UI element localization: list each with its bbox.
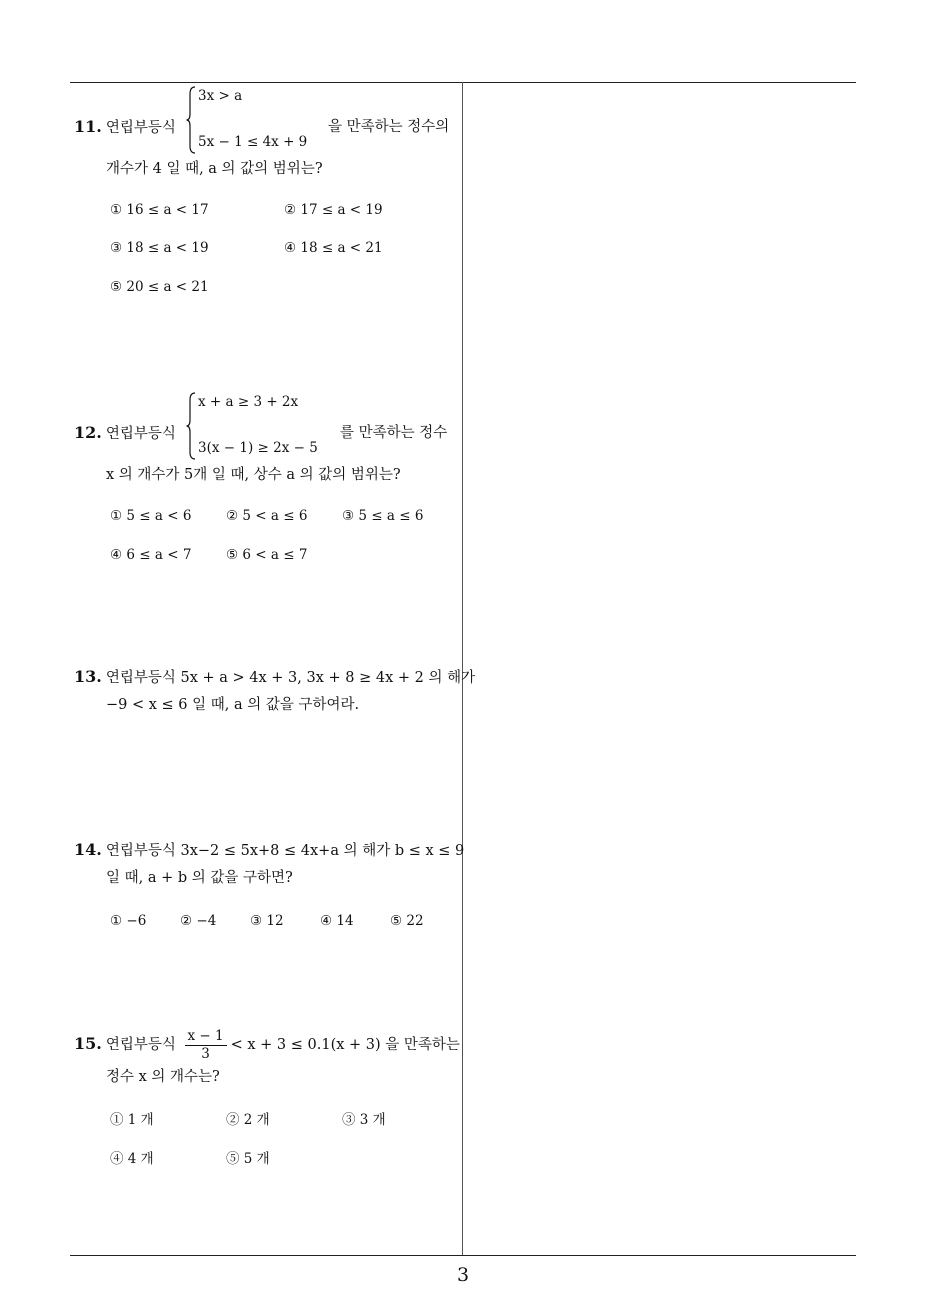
problem-number: 11. bbox=[74, 117, 102, 136]
fraction-denominator: 3 bbox=[201, 1045, 210, 1062]
choice-2[interactable]: ② −4 bbox=[180, 913, 217, 929]
problem-number: 14. bbox=[74, 840, 102, 859]
choice-1[interactable]: ① −6 bbox=[110, 913, 147, 929]
choice-2[interactable]: ② 2 개 bbox=[226, 1112, 270, 1128]
page-number: 3 bbox=[456, 1264, 470, 1286]
choice-4[interactable]: ④ 4 개 bbox=[110, 1151, 154, 1167]
inequality-1: x + a ≥ 3 + 2x bbox=[198, 394, 299, 410]
choice-2[interactable]: ② 5 < a ≤ 6 bbox=[226, 508, 308, 524]
inequality-system bbox=[186, 86, 314, 154]
problem-line-1: 연립부등식 5x + a > 4x + 3, 3x + 8 ≥ 4x + 2 의 해가 bbox=[105, 670, 476, 686]
choice-4[interactable]: ④ 6 ≤ a < 7 bbox=[110, 547, 192, 563]
inequality-system bbox=[186, 392, 326, 460]
problem-14 bbox=[74, 835, 465, 943]
problem-continuation: 정수 x 의 개수는? bbox=[106, 1069, 220, 1085]
problem-11 bbox=[74, 88, 458, 322]
choice-5[interactable]: ⑤ 20 ≤ a < 21 bbox=[110, 279, 209, 295]
choice-1[interactable]: ① 5 ≤ a < 6 bbox=[110, 508, 192, 524]
inequality-2: 3(x − 1) ≥ 2x − 5 bbox=[198, 440, 318, 456]
choice-5[interactable]: ⑤ 22 bbox=[390, 913, 424, 929]
problem-line-1: 연립부등식 3x−2 ≤ 5x+8 ≤ 4x+a 의 해가 b ≤ x ≤ 9 bbox=[105, 843, 465, 859]
problem-continuation: x 의 개수가 5개 일 때, 상수 a 의 값의 범위는? bbox=[106, 467, 401, 483]
choice-5[interactable]: ⑤ 5 개 bbox=[226, 1151, 270, 1167]
bottom-rule bbox=[70, 1255, 856, 1256]
problem-lead: 연립부등식 bbox=[105, 1037, 176, 1053]
problem-tail: 를 만족하는 정수 bbox=[340, 425, 448, 441]
problem-12 bbox=[74, 394, 458, 588]
choice-5[interactable]: ⑤ 6 < a ≤ 7 bbox=[226, 547, 308, 563]
problem-number: 15. bbox=[74, 1034, 102, 1053]
left-brace bbox=[186, 392, 196, 460]
choice-4[interactable]: ④ 14 bbox=[320, 913, 354, 929]
problem-tail: 을 만족하는 정수의 bbox=[328, 119, 450, 135]
choice-2[interactable]: ② 17 ≤ a < 19 bbox=[284, 202, 383, 218]
choice-1[interactable]: ① 16 ≤ a < 17 bbox=[110, 202, 209, 218]
choice-4[interactable]: ④ 18 ≤ a < 21 bbox=[284, 240, 383, 256]
problem-continuation: 일 때, a + b 의 값을 구하면? bbox=[106, 870, 293, 886]
problem-15 bbox=[74, 1024, 458, 1188]
choice-3[interactable]: ③ 3 개 bbox=[342, 1112, 386, 1128]
problem-number: 12. bbox=[74, 423, 102, 442]
inequality-2: 5x − 1 ≤ 4x + 9 bbox=[198, 134, 308, 150]
problem-continuation: −9 < x ≤ 6 일 때, a 의 값을 구하여라. bbox=[106, 697, 360, 713]
problem-lead: 연립부등식 bbox=[105, 426, 176, 442]
problem-rest: < x + 3 ≤ 0.1(x + 3) 을 만족하는 bbox=[230, 1037, 460, 1053]
fraction-numerator: x − 1 bbox=[185, 1028, 227, 1046]
problem-number: 13. bbox=[74, 667, 102, 686]
fraction bbox=[185, 1028, 227, 1063]
problem-13 bbox=[74, 662, 476, 718]
top-rule bbox=[70, 82, 856, 83]
column-divider bbox=[462, 82, 463, 1255]
choice-1[interactable]: ① 1 개 bbox=[110, 1112, 154, 1128]
problem-continuation: 개수가 4 일 때, a 의 값의 범위는? bbox=[106, 161, 323, 177]
choice-3[interactable]: ③ 12 bbox=[250, 913, 284, 929]
choice-3[interactable]: ③ 5 ≤ a ≤ 6 bbox=[342, 508, 424, 524]
problem-lead: 연립부등식 bbox=[105, 120, 176, 136]
left-brace bbox=[186, 86, 196, 154]
inequality-1: 3x > a bbox=[198, 88, 243, 104]
choice-3[interactable]: ③ 18 ≤ a < 19 bbox=[110, 240, 209, 256]
